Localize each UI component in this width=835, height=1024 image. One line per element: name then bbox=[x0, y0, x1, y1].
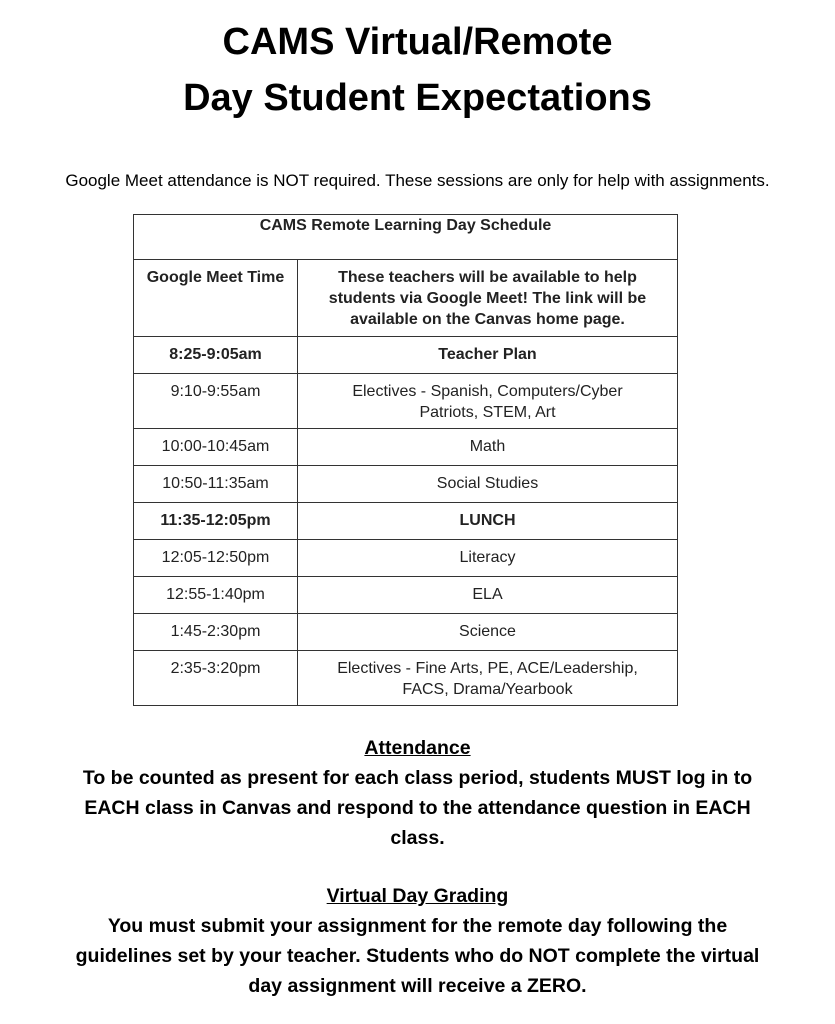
intro-text: Google Meet attendance is NOT required. These sessions are only for help with assignments. bbox=[65, 171, 770, 190]
page-title-line-1: CAMS Virtual/Remote bbox=[222, 21, 613, 63]
schedule-table bbox=[133, 214, 678, 706]
header-desc-cell bbox=[298, 260, 678, 337]
row-subject: Patriots, STEM, Art bbox=[419, 404, 556, 421]
row-time: 8:25-9:05am bbox=[169, 346, 262, 363]
table-row bbox=[134, 429, 678, 466]
attendance-line: EACH class in Canvas and respond to the attendance question in EACH bbox=[84, 797, 751, 819]
row-subject: ELA bbox=[472, 586, 503, 603]
row-time: 12:05-12:50pm bbox=[161, 549, 270, 566]
row-subject: LUNCH bbox=[459, 512, 516, 529]
table-row bbox=[134, 337, 678, 374]
row-time: 12:55-1:40pm bbox=[166, 586, 265, 603]
row-time: 10:00-10:45am bbox=[161, 438, 270, 455]
row-time: 2:35-3:20pm bbox=[170, 660, 261, 677]
grading-section bbox=[0, 881, 835, 1001]
page-title bbox=[0, 14, 835, 126]
header-desc-line: students via Google Meet! The link will be bbox=[328, 290, 647, 307]
row-subject: Electives - Fine Arts, PE, ACE/Leadership, bbox=[337, 660, 638, 677]
row-subject: Science bbox=[459, 623, 516, 640]
row-time: 11:35-12:05pm bbox=[160, 512, 271, 529]
table-row bbox=[134, 374, 678, 429]
row-subject: Social Studies bbox=[436, 475, 539, 492]
row-subject: FACS, Drama/Yearbook bbox=[402, 681, 573, 698]
table-row bbox=[134, 577, 678, 614]
grading-heading: Virtual Day Grading bbox=[326, 885, 509, 907]
grading-line: guidelines set by your teacher. Students who do NOT complete the virtual bbox=[75, 945, 760, 967]
attendance-line: class. bbox=[390, 827, 445, 849]
table-row bbox=[134, 540, 678, 577]
row-subject: Electives - Spanish, Computers/Cyber bbox=[352, 383, 623, 400]
grading-line: day assignment will receive a ZERO. bbox=[248, 975, 587, 997]
attendance-heading: Attendance bbox=[364, 737, 471, 759]
grading-line: You must submit your assignment for the remote day following the bbox=[107, 915, 728, 937]
row-time: 1:45-2:30pm bbox=[170, 623, 261, 640]
row-subject: Teacher Plan bbox=[438, 346, 537, 363]
header-time: Google Meet Time bbox=[146, 269, 285, 286]
page-title-line-2: Day Student Expectations bbox=[183, 77, 652, 119]
row-subject: Literacy bbox=[459, 549, 516, 566]
schedule-title: CAMS Remote Learning Day Schedule bbox=[134, 215, 678, 260]
header-time-cell bbox=[134, 260, 298, 337]
attendance-section bbox=[0, 733, 835, 853]
header-desc-line: available on the Canvas home page. bbox=[350, 311, 625, 328]
row-subject: Math bbox=[469, 438, 506, 455]
table-row bbox=[134, 614, 678, 651]
row-time: 10:50-11:35am bbox=[162, 475, 269, 492]
table-row bbox=[134, 503, 678, 540]
table-row bbox=[134, 466, 678, 503]
table-row bbox=[134, 651, 678, 706]
row-time: 9:10-9:55am bbox=[170, 383, 261, 400]
header-desc-line: These teachers will be available to help bbox=[338, 269, 637, 286]
attendance-line: To be counted as present for each class period, students MUST log in to bbox=[82, 767, 753, 789]
